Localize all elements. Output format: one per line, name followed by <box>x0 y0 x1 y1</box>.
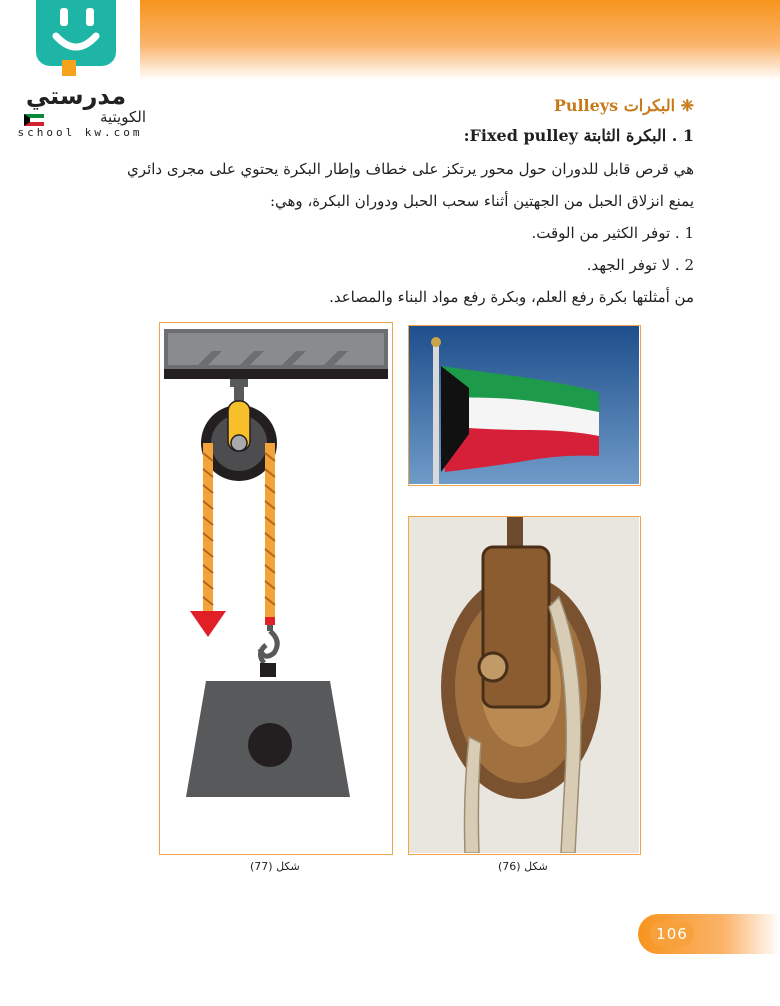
logo-url-text: school kw.com <box>17 126 143 139</box>
paragraph-line-5: من أمثلتها بكرة رفع العلم، وبكرة رفع مواد البناء والمصاعد. <box>329 288 694 306</box>
header-band <box>140 0 780 80</box>
paragraph-line-1: هي قرص قابل للدوران حول محور يرتكز على خطاف وإطار البكرة يحتوي على مجرى دائري <box>127 160 694 178</box>
subsection-title: 1 . البكرة الثابتة Fixed pulley: <box>463 126 694 145</box>
kuwait-flag-icon <box>24 114 44 126</box>
paragraph-line-2: يمنع انزلاق الحبل من الجهتين أثناء سحب الحبل ودوران البكرة، وهي: <box>269 192 694 210</box>
logo-tab-shape <box>62 60 76 76</box>
pulley-photo-frame <box>408 516 641 855</box>
flag-photo <box>409 326 639 484</box>
logo-icon <box>36 0 116 66</box>
site-logo[interactable] <box>6 0 146 140</box>
list-item-1: 1 . توفر الكثير من الوقت. <box>531 224 694 242</box>
figure-77-caption: شكل (77) <box>250 860 300 873</box>
logo-main-text: مدرستي <box>25 82 127 110</box>
fixed-pulley-diagram <box>160 323 391 853</box>
logo-sub-text: الكويتية <box>99 108 146 126</box>
flag-photo-frame <box>408 325 641 486</box>
figure-77-frame <box>159 322 393 855</box>
page-number: 106 <box>650 922 694 946</box>
section-title: ❈ البكرات Pulleys <box>553 96 694 115</box>
list-item-2: 2 . لا توفر الجهد. <box>586 256 694 274</box>
figure-76-caption: شكل (76) <box>498 860 548 873</box>
rusty-pulley-photo <box>409 517 639 853</box>
